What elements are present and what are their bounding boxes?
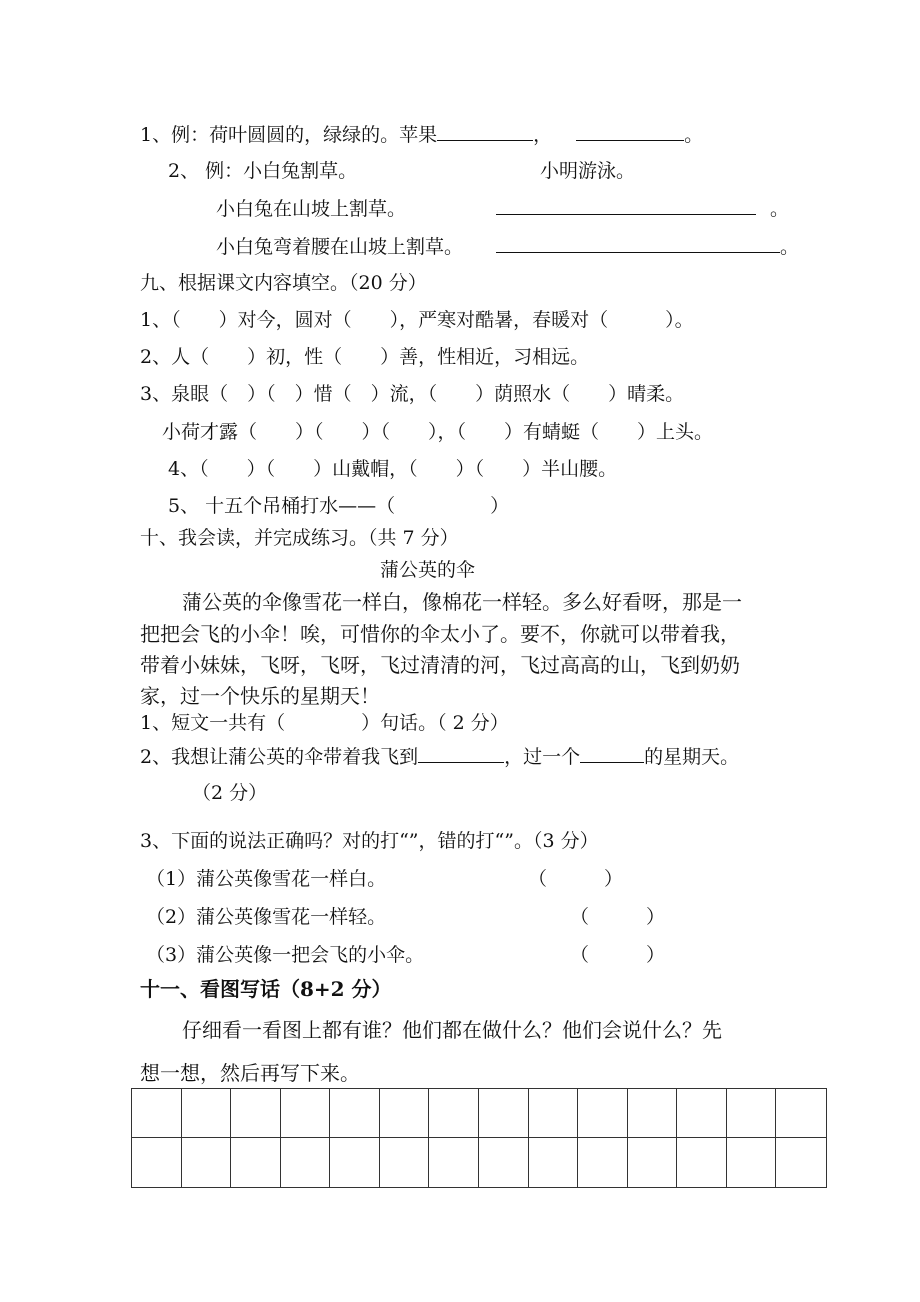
passage-line-2: 把把会飞的小伞！唉，可惜你的伞太小了。要不，你就可以带着我， xyxy=(140,622,740,646)
writing-grid-cell[interactable] xyxy=(132,1089,182,1138)
writing-grid-cell[interactable] xyxy=(529,1138,579,1187)
s8-q2-l3-answer: 。 xyxy=(496,234,799,260)
judge-item-2: （2）蒲公英像雪花一样轻。 xyxy=(146,906,387,928)
judge-paren-2[interactable]: （ ） xyxy=(570,906,666,928)
writing-grid-cell[interactable] xyxy=(479,1089,529,1138)
s10-q3: 3、下面的说法正确吗？对的打“”，错的打“”。（3 分） xyxy=(140,830,599,852)
writing-grid-cell[interactable] xyxy=(776,1089,826,1138)
writing-grid-cell[interactable] xyxy=(529,1089,579,1138)
writing-grid-cell[interactable] xyxy=(429,1089,479,1138)
passage-line-1: 蒲公英的伞像雪花一样白，像棉花一样轻。多么好看呀，那是一 xyxy=(182,590,742,614)
passage-title: 蒲公英的伞 xyxy=(380,559,476,581)
writing-grid-cell[interactable] xyxy=(628,1138,678,1187)
writing-grid-cell[interactable] xyxy=(330,1138,380,1187)
blank[interactable] xyxy=(580,744,644,763)
passage-line-4: 家，过一个快乐的星期天！ xyxy=(140,684,380,708)
s10-q2: 2、我想让蒲公英的伞带着我飞到 ，过一个 的星期天。 xyxy=(140,746,740,768)
s9-line-6: 5、 十五个吊桶打水——（ ） xyxy=(168,495,510,517)
judge-item-1: （1）蒲公英像雪花一样白。 xyxy=(146,868,387,890)
section-9-title: 九、根据课文内容填空。（20 分） xyxy=(140,272,427,294)
blank[interactable] xyxy=(496,234,780,253)
s9-line-4: 小荷才露（ ）（ ）（ ），（ ）有蜻蜓（ ）上头。 xyxy=(162,421,714,443)
writing-grid-cell[interactable] xyxy=(677,1138,727,1187)
s8-q2-l2: 小白兔在山坡上割草。 xyxy=(216,198,407,220)
writing-grid-cell[interactable] xyxy=(231,1089,281,1138)
passage-line-3: 带着小妹妹，飞呀，飞呀，飞过清清的河，飞过高高的山，飞到奶奶 xyxy=(140,653,740,677)
judge-item-3: （3）蒲公英像一把会飞的小伞。 xyxy=(146,944,425,966)
writing-grid-cell[interactable] xyxy=(380,1089,430,1138)
writing-grid-cell[interactable] xyxy=(231,1138,281,1187)
s8-q2-l2-answer: 。 xyxy=(496,196,789,222)
writing-grid-cell[interactable] xyxy=(182,1138,232,1187)
writing-grid-cell[interactable] xyxy=(281,1089,331,1138)
blank[interactable] xyxy=(437,122,533,141)
s9-line-5: 4、（ ）（ ）山戴帽，（ ）（ ）半山腰。 xyxy=(168,458,618,480)
writing-grid-cell[interactable] xyxy=(776,1138,826,1187)
judge-paren-1[interactable]: （ ） xyxy=(528,868,624,890)
writing-grid-cell[interactable] xyxy=(330,1089,380,1138)
s10-q1: 1、短文一共有（ ）句话。（ 2 分） xyxy=(140,712,509,734)
writing-grid-cell[interactable] xyxy=(132,1138,182,1187)
writing-grid-cell[interactable] xyxy=(281,1138,331,1187)
writing-grid-cell[interactable] xyxy=(479,1138,529,1187)
writing-grid-cell[interactable] xyxy=(578,1138,628,1187)
writing-grid-cell[interactable] xyxy=(182,1089,232,1138)
s10-q2-score: （2 分） xyxy=(192,782,268,804)
s8-q2: 2、 例：小白兔割草。 xyxy=(168,160,358,182)
s8-q2-right: 小明游泳。 xyxy=(540,160,636,182)
blank[interactable] xyxy=(496,196,756,215)
s11-line-2: 想一想，然后再写下来。 xyxy=(140,1061,360,1085)
writing-grid-cell[interactable] xyxy=(727,1138,777,1187)
writing-grid-cell[interactable] xyxy=(727,1089,777,1138)
s8-q2-l3: 小白兔弯着腰在山坡上割草。 xyxy=(216,236,464,258)
s9-line-2: 2、人（ ）初，性（ ）善，性相近，习相远。 xyxy=(140,346,590,368)
writing-grid-cell[interactable] xyxy=(429,1138,479,1187)
writing-grid-cell[interactable] xyxy=(380,1138,430,1187)
s8-q1: 1、例：荷叶圆圆的，绿绿的。苹果 ， 。 xyxy=(140,124,704,146)
blank[interactable] xyxy=(576,122,684,141)
section-10-title: 十、我会读，并完成练习。（共 7 分） xyxy=(140,527,459,549)
s9-line-3: 3、泉眼（ ）（ ）惜（ ）流，（ ）荫照水（ ）晴柔。 xyxy=(140,383,685,405)
writing-grid-cell[interactable] xyxy=(628,1089,678,1138)
writing-grid[interactable] xyxy=(131,1088,827,1188)
s11-line-1: 仔细看一看图上都有谁？他们都在做什么？他们会说什么？先 xyxy=(182,1018,722,1042)
blank[interactable] xyxy=(418,744,504,763)
section-11-title: 十一、看图写话（8+2 分） xyxy=(140,977,392,1001)
judge-paren-3[interactable]: （ ） xyxy=(570,944,666,966)
writing-grid-cell[interactable] xyxy=(677,1089,727,1138)
writing-grid-cell[interactable] xyxy=(578,1089,628,1138)
s9-line-1: 1、（ ）对今，圆对（ ），严寒对酷暑，春暖对（ ）。 xyxy=(140,309,694,331)
